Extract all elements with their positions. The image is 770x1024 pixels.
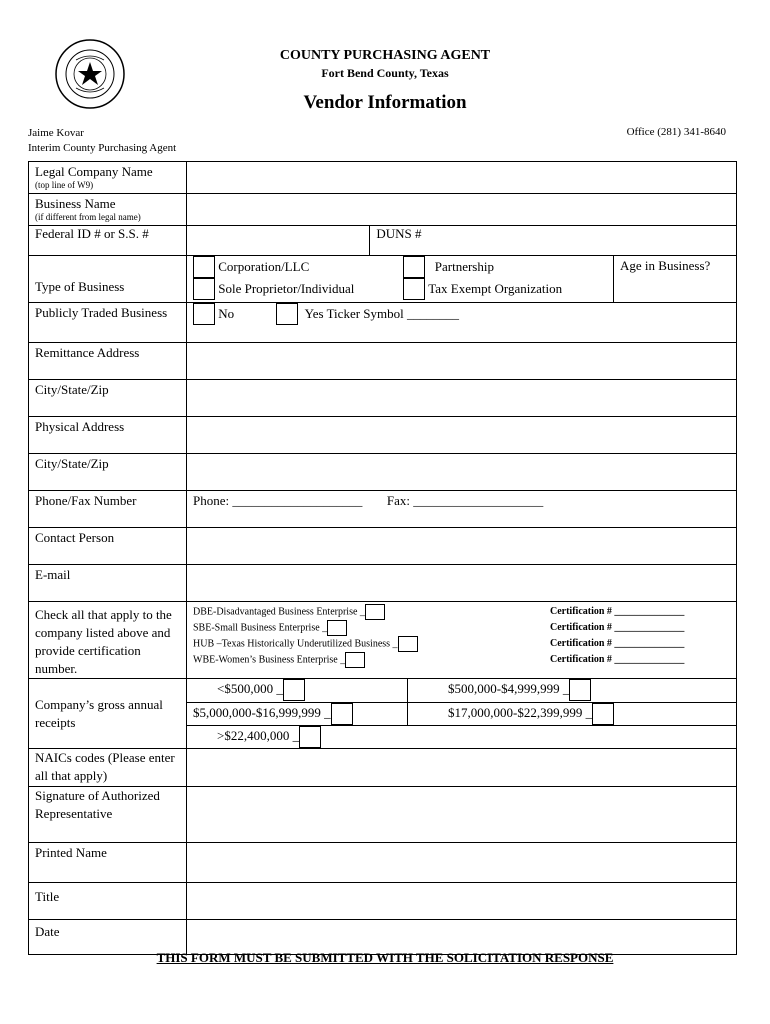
signature-field[interactable] (187, 787, 737, 843)
physical-address-field[interactable] (187, 417, 737, 454)
dbe-checkbox[interactable] (365, 604, 385, 620)
agent-title: Interim County Purchasing Agent (28, 142, 177, 154)
tax-exempt-checkbox[interactable] (403, 278, 425, 300)
duns-field[interactable] (370, 226, 737, 256)
gross-receipts-label: Company’s gross annual receipts (29, 679, 187, 749)
date-label: Date (29, 920, 187, 955)
receipts-5m-17m-label: $5,000,000-$16,999,999 _ (193, 704, 331, 720)
sole-proprietor-checkbox[interactable] (193, 278, 215, 300)
email-field[interactable] (187, 565, 737, 602)
naics-label: NAICs codes (Please enter all that apply) (29, 749, 187, 787)
sbe-cert-field[interactable]: Certification # ______________ (550, 622, 685, 633)
title-label: Title (29, 883, 187, 920)
city-state-zip-label-2: City/State/Zip (29, 454, 187, 491)
city-state-zip-label-1: City/State/Zip (29, 380, 187, 417)
remittance-label: Remittance Address (29, 343, 187, 380)
printed-name-label: Printed Name (29, 843, 187, 883)
dbe-cert-field[interactable]: Certification # ______________ (550, 606, 685, 617)
receipts-500k-5m-label: $500,000-$4,999,999 _ (448, 680, 570, 696)
receipts-over-22m-label: >$22,400,000 _ (217, 727, 300, 743)
publicly-traded-yes-checkbox[interactable] (276, 303, 298, 325)
fax-field[interactable]: Fax: ____________________ (386, 493, 544, 508)
publicly-traded-no-checkbox[interactable] (193, 303, 215, 325)
federal-id-label: Federal ID # or S.S. # (29, 226, 187, 256)
receipts-17m-22m-label: $17,000,000-$22,399,999 _ (448, 704, 593, 720)
email-label: E-mail (29, 565, 187, 602)
receipts-500k-5m-checkbox[interactable] (569, 679, 591, 701)
header-title: COUNTY PURCHASING AGENT (279, 48, 491, 63)
phone-fax-label: Phone/Fax Number (29, 491, 187, 528)
submission-notice: THIS FORM MUST BE SUBMITTED WITH THE SOLICITATION RESPONSE (156, 950, 614, 965)
legal-name-label: Legal Company Name (top line of W9) (29, 162, 187, 194)
partnership-checkbox[interactable] (403, 256, 425, 278)
hub-checkbox[interactable] (398, 636, 418, 652)
wbe-label: WBE-Women’s Business Enterprise _ (193, 654, 346, 666)
vendor-form: Legal Company Name (top line of W9) Business Name (if different from legal name) Federal ID # or S.S. # DUNS # Type of Business Corporation/LLC Sole Proprietor/Individual Partnership Tax Exempt Organization Age in Business? Publicly Traded Business No Yes Ticker Symbol ________ Remittance Address City/State/Zip Physical Address City/State/Zip Phone/Fax Number Phone: ____________________ Fax: ____________________ Contact Person E-mail Check all that apply to the company listed above and provide certification number. DBE-Disadvantaged Business Enterprise _ Certification # ______________ SBE-Small Business Enterprise _ Certification # ______________ HUB –Texas Historically Underutilized Business _ Certification # ______________ WBE-Women’s Business Enterprise _ Certification # ______________ Company’s gross annual receipts <$500,000 _ $500,000-$4,999,999 _ $5,000,000-$16,999,999 _ $17,000,000-$22,399,999 _ >$22,400,000 _ NAICs codes (Please enter all that apply) Signature of Authorized Representative Printed Name Title Date (28, 161, 737, 955)
receipts-5m-17m-checkbox[interactable] (331, 703, 353, 725)
hub-label: HUB –Texas Historically Underutilized Business _ (193, 638, 398, 650)
receipts-17m-22m-checkbox[interactable] (592, 703, 614, 725)
agent-info (28, 126, 176, 156)
receipts-under-500k-checkbox[interactable] (283, 679, 305, 701)
ticker-symbol-field[interactable]: Yes Ticker Symbol ________ (304, 306, 459, 321)
age-in-business-field[interactable] (614, 256, 737, 302)
wbe-cert-field[interactable]: Certification # ______________ (550, 654, 685, 665)
sbe-label: SBE-Small Business Enterprise _ (193, 622, 328, 634)
corporation-checkbox[interactable] (193, 256, 215, 278)
title-field[interactable] (187, 883, 737, 920)
office-phone: Office (281) 341-8640 (626, 126, 726, 138)
hub-cert-field[interactable]: Certification # ______________ (550, 638, 685, 649)
form-title: Vendor Information (303, 92, 467, 113)
publicly-traded-label: Publicly Traded Business (29, 303, 187, 343)
type-of-business-label: Type of Business (29, 256, 187, 303)
age-in-business-label: Age in Business? (620, 258, 711, 273)
federal-id-field[interactable] (187, 226, 370, 256)
business-name-field[interactable] (187, 194, 737, 226)
naics-field[interactable] (187, 749, 737, 787)
phone-field[interactable]: Phone: ____________________ (193, 493, 363, 508)
sbe-checkbox[interactable] (327, 620, 347, 636)
duns-label: DUNS # (376, 226, 422, 241)
receipts-over-22m-checkbox[interactable] (299, 726, 321, 748)
business-name-label: Business Name (if different from legal name) (29, 194, 187, 226)
physical-address-label: Physical Address (29, 417, 187, 454)
city-state-zip-field-2[interactable] (187, 454, 737, 491)
city-state-zip-field-1[interactable] (187, 380, 737, 417)
contact-person-field[interactable] (187, 528, 737, 565)
signature-label: Signature of Authorized Representative (29, 787, 187, 843)
agent-name: Jaime Kovar (28, 127, 84, 139)
receipts-under-500k-label: <$500,000 _ (217, 680, 283, 696)
dbe-label: DBE-Disadvantaged Business Enterprise _ (193, 606, 365, 618)
check-all-label: Check all that apply to the company listed above and provide certification number. (29, 602, 187, 679)
wbe-checkbox[interactable] (345, 652, 365, 668)
remittance-field[interactable] (187, 343, 737, 380)
printed-name-field[interactable] (187, 843, 737, 883)
contact-person-label: Contact Person (29, 528, 187, 565)
legal-name-field[interactable] (187, 162, 737, 194)
header-subtitle: Fort Bend County, Texas (321, 66, 449, 80)
